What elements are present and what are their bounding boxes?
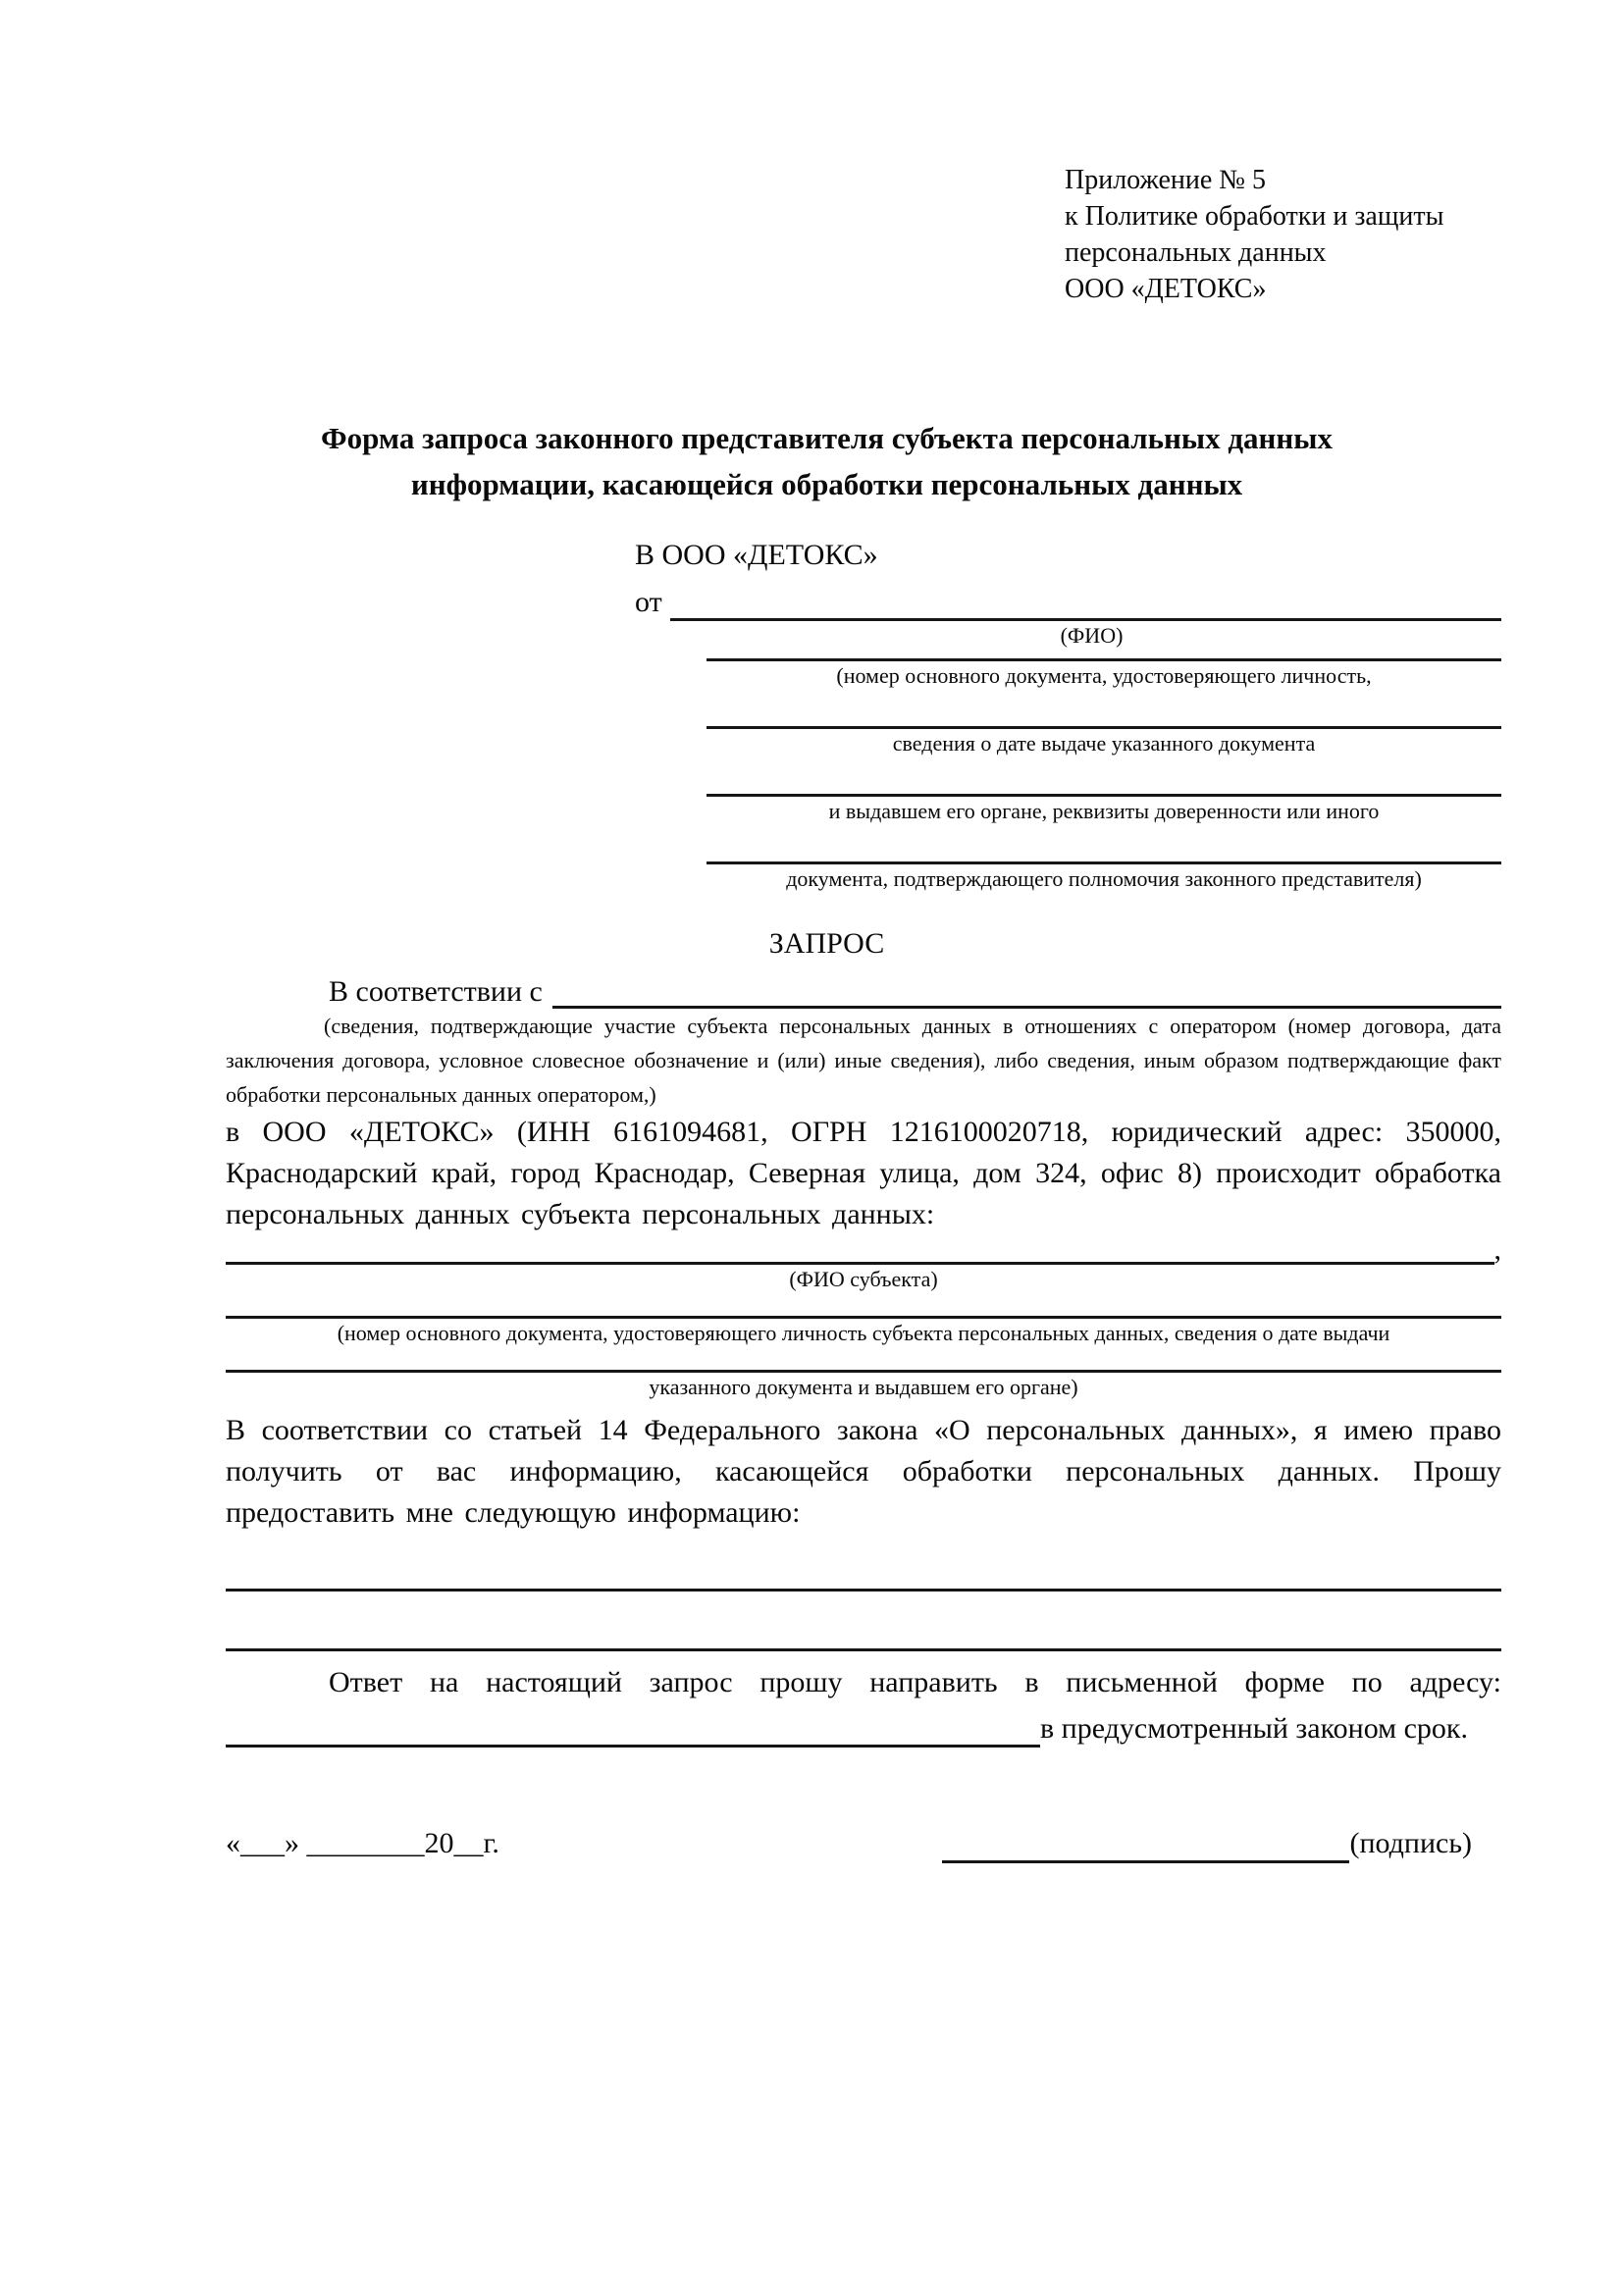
field-line — [707, 651, 1501, 661]
representative-doc-field — [707, 854, 1501, 894]
intro-prefix: В соответствии с — [329, 975, 543, 1008]
field-caption: (номер основного документа, удостоверяющего личность субъекта персональных данных, сведения о дате выдачи — [337, 1321, 1390, 1345]
representative-doc-field — [707, 718, 1501, 758]
addressee-to: В ООО «ДЕТОКС» — [635, 539, 878, 571]
reply-paragraph: Ответ на настоящий запрос прошу направить в письменной форме по адресу: — [329, 1666, 1501, 1698]
field-caption: и выдавшем его органе, реквизиты доверенности или иного — [828, 799, 1380, 823]
addressee-block — [635, 533, 1501, 894]
subject-doc-field — [226, 1362, 1501, 1402]
reply-suffix: в предусмотренный законом срок. — [1040, 1712, 1468, 1745]
signature-caption: (подпись) — [1349, 1827, 1472, 1859]
field-line — [707, 718, 1501, 729]
signature-row — [226, 1824, 1501, 1863]
representative-doc-field — [707, 651, 1501, 691]
fine-print-note: (сведения, подтверждающие участие субъекта персональных данных в отношениях с оператором (номер договора, дата заключения договора, условное словесное обозначение и (или) иные сведения), либо сведения, иным образом подтверждающие факт обработки персональных данных оператором,) — [226, 1014, 1501, 1107]
field-caption: указанного документа и выдавшем его органе) — [649, 1375, 1078, 1399]
appendix-header-line: ООО «ДЕТОКС» — [1065, 274, 1267, 304]
field-caption: документа, подтверждающего полномочия законного представителя) — [786, 866, 1422, 891]
field-caption: (номер основного документа, удостоверяющего личность, — [836, 663, 1372, 688]
field-caption: сведения о дате выдаче указанного документа — [892, 731, 1316, 756]
field-line — [226, 1308, 1501, 1319]
appendix-header-line: персональных данных — [1065, 237, 1327, 268]
date-line: «___» ________20__г. — [226, 1827, 499, 1859]
field-line — [226, 1362, 1501, 1373]
reply-address-line — [226, 1704, 1501, 1748]
info-field-line — [226, 1575, 1501, 1592]
request-heading: ЗАПРОС — [768, 927, 885, 960]
operator-paragraph: в ООО «ДЕТОКС» (ИНН 6161094681, ОГРН 1216100020718, юридический адрес: 350000, Краснодарский край, город Краснодар, Северная улица, дом 324, офис 8) происходит обработка персональных данных субъекта персональных данных: — [226, 1116, 1501, 1230]
subject-doc-field — [226, 1308, 1501, 1348]
page-title-line1: Форма запроса законного представителя субъекта персональных данных — [321, 421, 1333, 455]
field-line — [707, 786, 1501, 797]
page-title-line2: информации, касающейся обработки персональных данных — [410, 467, 1243, 501]
from-label: от — [635, 586, 662, 618]
subject-fio-line — [226, 1235, 1501, 1265]
page-title — [152, 415, 1501, 507]
subject-fio-comma: , — [1493, 1233, 1501, 1266]
appendix-header-line: к Политике обработки и защиты — [1065, 201, 1444, 232]
info-field-line — [226, 1635, 1501, 1651]
field-line — [707, 854, 1501, 864]
law-paragraph: В соответствии со статьей 14 Федерального закона «О персональных данных», я имею право получить от вас информацию, касающейся обработки персональных данных. Прошу предоставить мне следующую информацию: — [226, 1414, 1501, 1529]
from-line — [635, 577, 1501, 621]
appendix-header — [1065, 162, 1501, 307]
representative-doc-field — [707, 786, 1501, 826]
subject-fio-caption: (ФИО субъекта) — [789, 1267, 938, 1291]
address-field-line — [226, 1745, 1040, 1748]
intro-line — [226, 965, 1501, 1009]
signature-group — [942, 1824, 1472, 1863]
appendix-header-line: Приложение № 5 — [1065, 165, 1266, 195]
signature-field-line — [942, 1825, 1349, 1863]
document-content — [226, 162, 1501, 1863]
fio-caption: (ФИО) — [1060, 623, 1124, 648]
